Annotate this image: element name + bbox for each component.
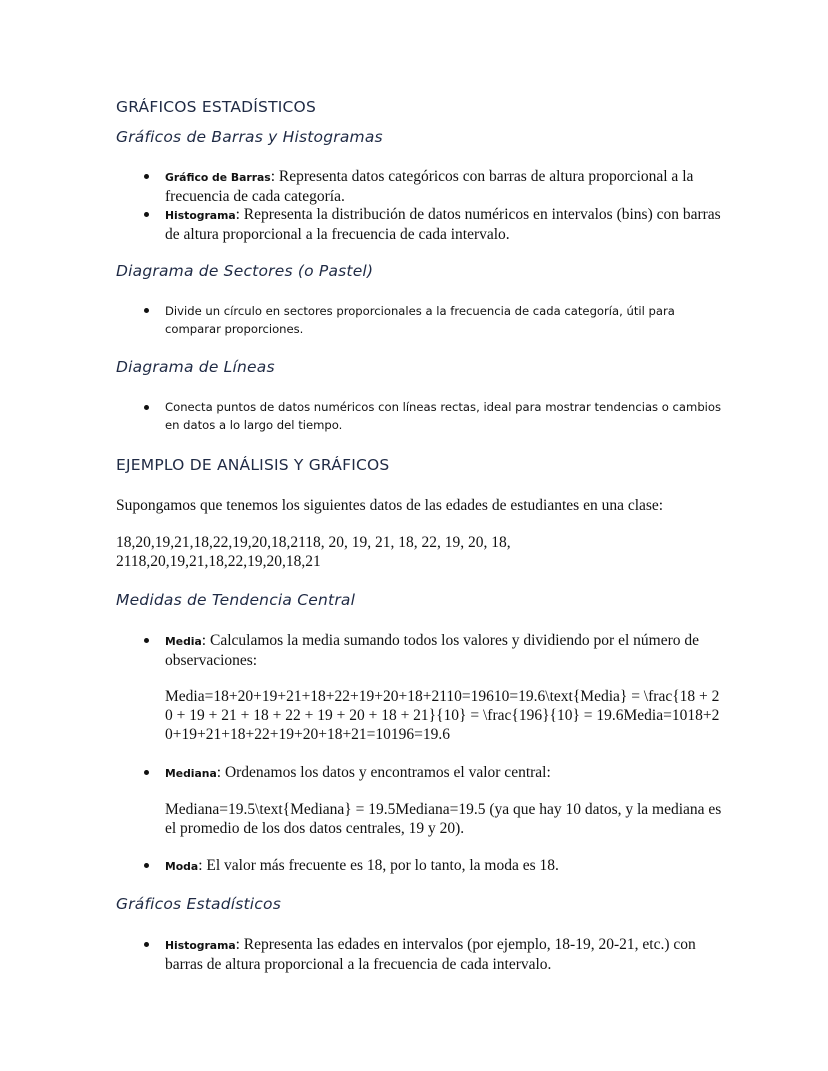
data-line-2: 2118,20,19,21,18,22,19,20,18,21 xyxy=(116,553,321,570)
item-label: Moda xyxy=(165,860,199,873)
list-item-sectores: Divide un círculo en sectores proporcionales a la frecuencia de cada categoría, útil para comparar proporciones. xyxy=(165,304,675,336)
bullet-icon xyxy=(143,404,151,412)
item-label: Mediana xyxy=(165,767,217,780)
heading-graficos-estadisticos-sub: Gráficos Estadísticos xyxy=(116,895,281,913)
bullet-icon xyxy=(143,307,151,315)
item-label: Media xyxy=(165,635,202,648)
item-text: : Representa las edades en intervalos (por ejemplo, 18-19, 20-21, etc.) con barras de altura proporcional a la frecuencia de cada intervalo. xyxy=(165,936,696,973)
bullet-icon xyxy=(143,941,151,949)
list-item-grafico-barras xyxy=(165,167,725,206)
bullet-icon xyxy=(143,211,151,219)
heading-tendencia-central: Medidas de Tendencia Central xyxy=(116,591,356,609)
bullet-icon xyxy=(143,862,151,870)
heading-graficos-estadisticos: GRÁFICOS ESTADÍSTICOS xyxy=(116,98,316,116)
paragraph-intro: Supongamos que tenemos los siguientes datos de las edades de estudiantes en una clase: xyxy=(116,497,664,514)
item-text: : Representa datos categóricos con barras de altura proporcional a la frecuencia de cada categoría. xyxy=(165,168,694,205)
heading-diagrama-sectores: Diagrama de Sectores (o Pastel) xyxy=(116,262,374,280)
item-text: : Representa la distribución de datos numéricos en intervalos (bins) con barras de altura proporcional a la frecuencia de cada intervalo. xyxy=(165,206,721,243)
item-text: : Calculamos la media sumando todos los valores y dividiendo por el número de observaciones: xyxy=(165,632,699,669)
bullet-icon xyxy=(143,173,151,181)
list-item-histograma xyxy=(165,205,725,244)
item-text: : Ordenamos los datos y encontramos el valor central: xyxy=(216,764,551,781)
heading-diagrama-lineas: Diagrama de Líneas xyxy=(116,358,275,376)
item-label: Histograma xyxy=(165,939,236,952)
list-item-mediana xyxy=(165,763,725,783)
list-item-moda xyxy=(165,856,725,876)
formula-mediana: Mediana=19.5\text{Mediana} = 19.5Mediana=19.5 (ya que hay 10 datos, y la mediana es el promedio de los dos datos centrales, 19 y 20). xyxy=(165,801,722,837)
bullet-icon xyxy=(143,769,151,777)
list-item-media xyxy=(165,631,725,670)
bullet-icon xyxy=(143,637,151,645)
list-item-lineas: Conecta puntos de datos numéricos con líneas rectas, ideal para mostrar tendencias o cambios en datos a lo largo del tiempo. xyxy=(165,400,722,432)
item-label: Gráfico de Barras xyxy=(165,171,271,184)
list-item-histograma-ejemplo xyxy=(165,935,725,974)
heading-ejemplo-analisis: EJEMPLO DE ANÁLISIS Y GRÁFICOS xyxy=(116,456,390,474)
item-text: : El valor más frecuente es 18, por lo tanto, la moda es 18. xyxy=(198,857,559,874)
data-line-1: 18,20,19,21,18,22,19,20,18,2118, 20, 19, 21, 18, 22, 19, 20, 18, xyxy=(116,534,511,551)
item-label: Histograma xyxy=(165,209,236,222)
formula-media: Media=18+20+19+21+18+22+19+20+18+2110=19610=19.6\text{Media} = \frac{18 + 20 + 19 + 21 + 18 + 22 + 19 + 20 + 18 + 21}{10} = \frac{196}{10} = 19.6Media=1018+20+19+21+18+22+19+20+18+21=10196=19.6 xyxy=(165,688,720,743)
heading-barras-histogramas: Gráficos de Barras y Histogramas xyxy=(116,128,383,146)
